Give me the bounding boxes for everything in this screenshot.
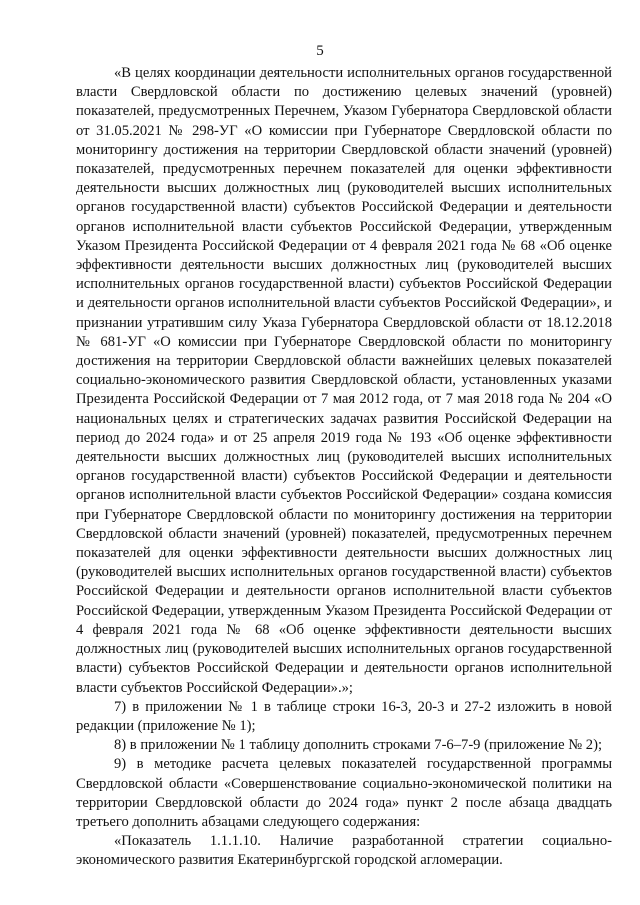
- paragraph-indicator: «Показатель 1.1.1.10. Наличие разработанной стратегии социально-экономического развития Екатеринбургской городской агломерации.: [76, 833, 612, 869]
- paragraph-item-8: 8) в приложении № 1 таблицу дополнить строками 7-6–7-9 (приложение № 2);: [114, 737, 603, 754]
- paragraph-item-9: 9) в методике расчета целевых показателей государственной программы Свердловской области «Совершенствование социально-экономической политики на территории Свердловской области до 2024 года» пункт 2 после абзаца двадцать третьего дополнить абзацами следующего содержания:: [76, 756, 612, 830]
- document-body: [76, 64, 612, 871]
- paragraph-commission: «В целях координации деятельности исполнительных органов государственной власти Свердловской области по достижению целевых значений (уровней) показателей, предусмотренных Перечнем, Указом Губернатора Свердловской области от 31.05.2021 № 298-УГ «О комиссии при Губернаторе Свердловской области по мониторингу достижения на территории Свердловской области значений (уровней) показателей, предусмотренных перечнем показателей для оценки эффективности деятельности высших должностных лиц (руководителей высших исполнительных органов государственной власти) субъектов Российской Федерации и деятельности органов исполнительной власти субъектов Российской Федерации, утвержденным Указом Президента Российской Федерации от 4 февраля 2021 года № 68 «Об оценке эффективности деятельности высших должностных лиц (руководителей высших исполнительных органов государственной власти) субъектов Российской Федерации и деятельности органов исполнительной власти субъектов Российской Федерации», и признании утратившим силу Указа Губернатора Свердловской области от 18.12.2018 № 681-УГ «О комиссии при Губернаторе Свердловской области по мониторингу достижения на территории Свердловской области важнейших целевых показателей социально-экономического развития Свердловской области, установленных указами Президента Российской Федерации от 7 мая 2012 года, от 7 мая 2018 года № 204 «О национальных целях и стратегических задачах развития Российской Федерации на период до 2024 года» и от 25 апреля 2019 года № 193 «Об оценке эффективности деятельности высших должностных лиц (руководителей высших исполнительных органов государственной власти) субъектов Российской Федерации и деятельности органов исполнительной власти субъектов Российской Федерации» создана комиссия при Губернаторе Свердловской области по мониторингу достижения на территории Свердловской области значений (уровней) показателей, предусмотренных перечнем показателей для оценки эффективности деятельности высших должностных лиц (руководителей высших исполнительных органов государственной власти) субъектов Российской Федерации и деятельности органов исполнительной власти субъектов Российской Федерации, утвержденным Указом Президента Российской Федерации от 4 февраля 2021 года № 68 «Об оценке эффективности деятельности высших должностных лиц (руководителей высших исполнительных органов государственной власти) субъектов Российской Федерации и деятельности органов исполнительной власти субъектов Российской Федерации».»;: [76, 65, 612, 696]
- page-number: 5: [316, 43, 324, 59]
- paragraph-item-7: 7) в приложении № 1 в таблице строки 16-3, 20-3 и 27-2 изложить в новой редакции (приложение № 1);: [76, 698, 612, 734]
